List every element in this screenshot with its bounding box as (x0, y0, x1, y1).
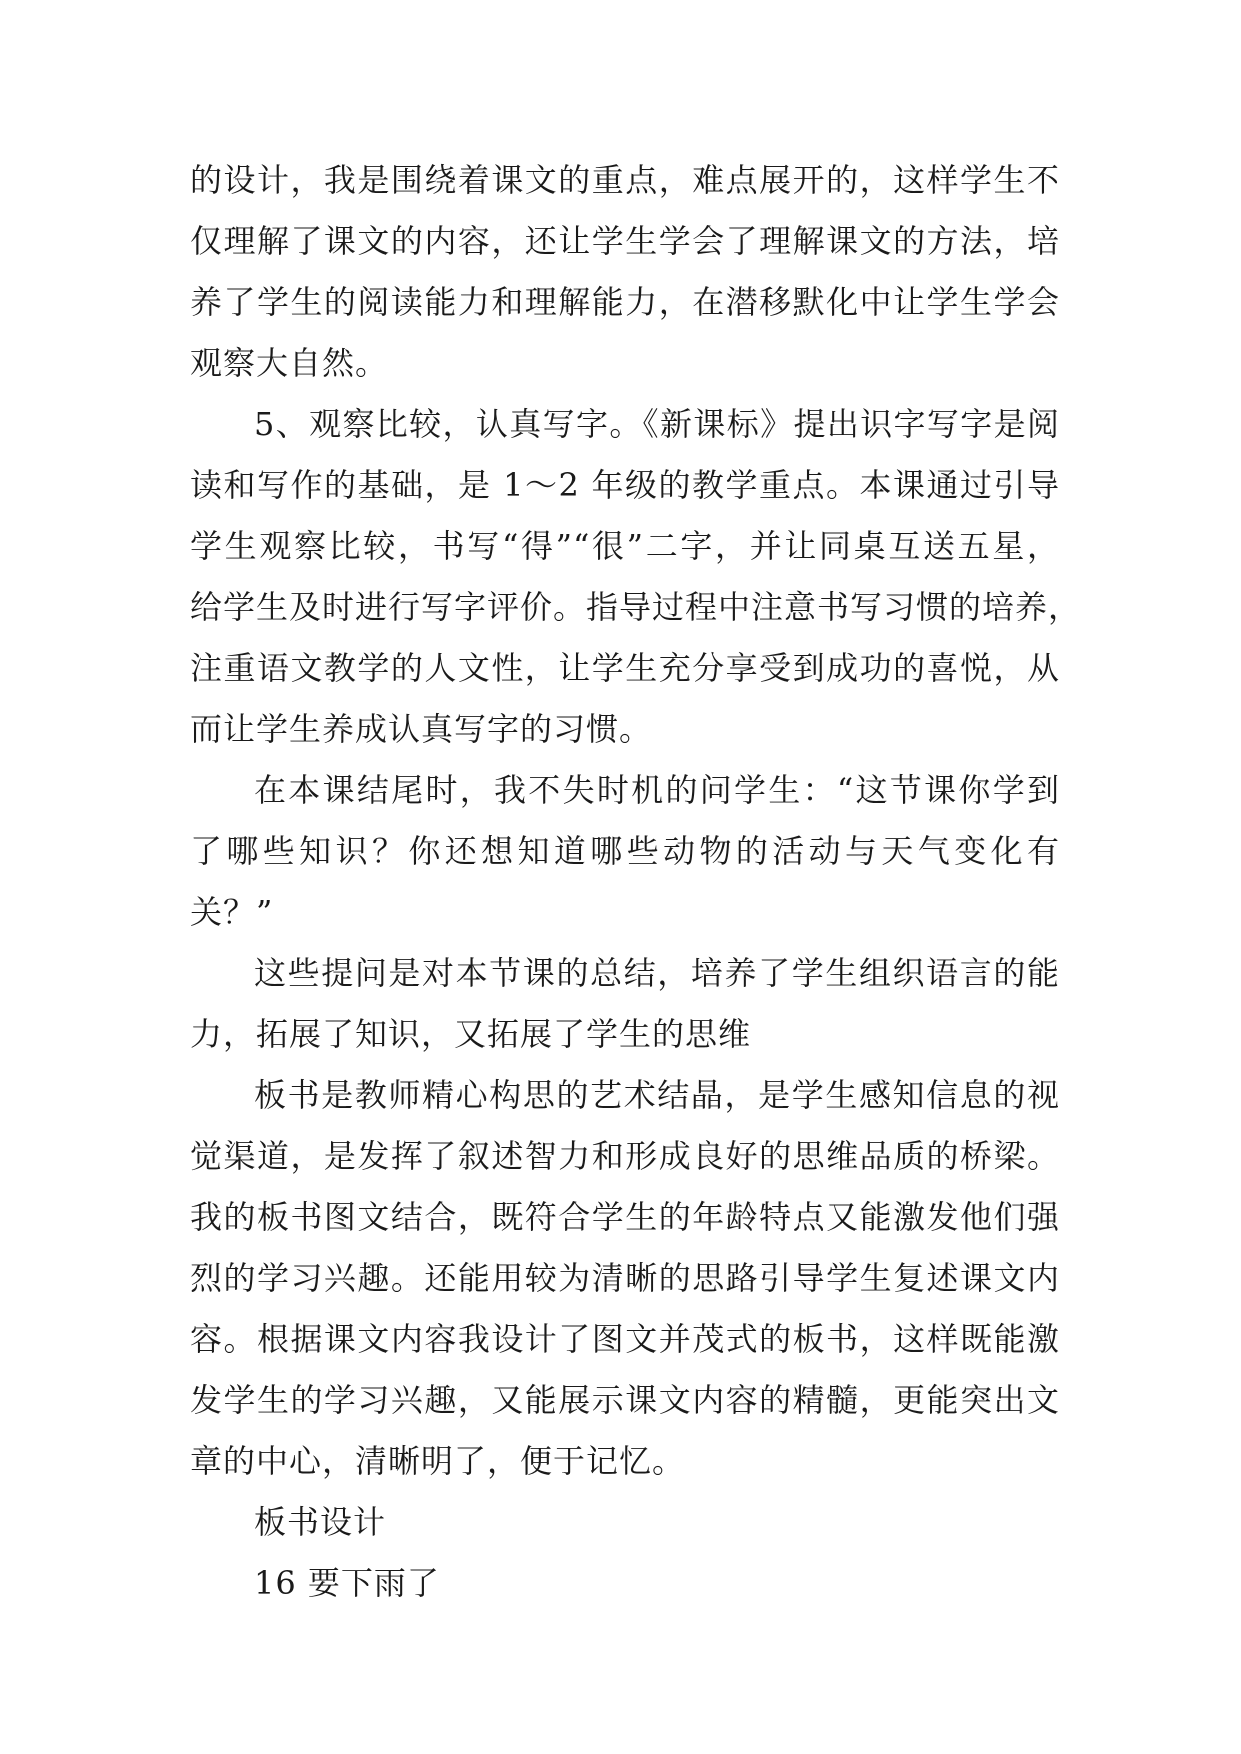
text-line: 给学生及时进行写字评价。指导过程中注意书写习惯的培养， (190, 588, 1082, 626)
paragraph-writing-practice (190, 394, 1082, 760)
text-line: 而让学生养成认真写字的习惯。 (190, 710, 653, 748)
text-line: 这些提问是对本节课的总结，培养了学生组织语言的能 (254, 954, 1060, 992)
text-line: 养了学生的阅读能力和理解能力，在潜移默化中让学生学会 (190, 283, 1060, 321)
document-body (190, 150, 1082, 1614)
text-line: 我的板书图文结合，既符合学生的年龄特点又能激发他们强 (190, 1198, 1060, 1236)
text-line: 板书设计 (254, 1503, 387, 1541)
paragraph-design-summary (190, 150, 1060, 394)
text-line: 16 要下雨了 (254, 1564, 440, 1602)
text-line: 烈的学习兴趣。还能用较为清晰的思路引导学生复述课文内 (190, 1259, 1060, 1297)
text-line: 关？” (190, 893, 274, 931)
text-line: 的设计，我是围绕着课文的重点，难点展开的，这样学生不 (190, 161, 1060, 199)
text-line: 力，拓展了知识，又拓展了学生的思维 (190, 1015, 752, 1053)
text-line: 学生观察比较，书写“得”“很”二字，并让同桌互送五星， (190, 527, 1060, 565)
paragraph-blackboard (190, 1065, 1060, 1492)
text-line: 仅理解了课文的内容，还让学生学会了理解课文的方法，培 (190, 222, 1060, 260)
text-line: 观察大自然。 (190, 344, 389, 382)
lesson-title (190, 1553, 1060, 1614)
text-line: 章的中心，清晰明了，便于记忆。 (190, 1442, 686, 1480)
text-line: 读和写作的基础，是 1～2 年级的教学重点。本课通过引导 (190, 466, 1060, 504)
text-line: 板书是教师精心构思的艺术结晶，是学生感知信息的视 (254, 1076, 1060, 1114)
paragraph-closing-question (190, 760, 1060, 943)
section-heading-blackboard-design (190, 1492, 1060, 1553)
paragraph-summary (190, 943, 1060, 1065)
text-line: 觉渠道，是发挥了叙述智力和形成良好的思维品质的桥梁。 (190, 1137, 1060, 1175)
text-line: 注重语文教学的人文性，让学生充分享受到成功的喜悦，从 (190, 649, 1060, 687)
text-line: 发学生的学习兴趣，又能展示课文内容的精髓，更能突出文 (190, 1381, 1060, 1419)
text-line: 了哪些知识？你还想知道哪些动物的活动与天气变化有 (190, 832, 1060, 870)
text-line: 5、观察比较，认真写字。《新课标》提出识字写字是阅 (254, 405, 1060, 443)
text-line: 在本课结尾时，我不失时机的问学生：“这节课你学到 (254, 771, 1060, 809)
text-line: 容。根据课文内容我设计了图文并茂式的板书，这样既能激 (190, 1320, 1060, 1358)
